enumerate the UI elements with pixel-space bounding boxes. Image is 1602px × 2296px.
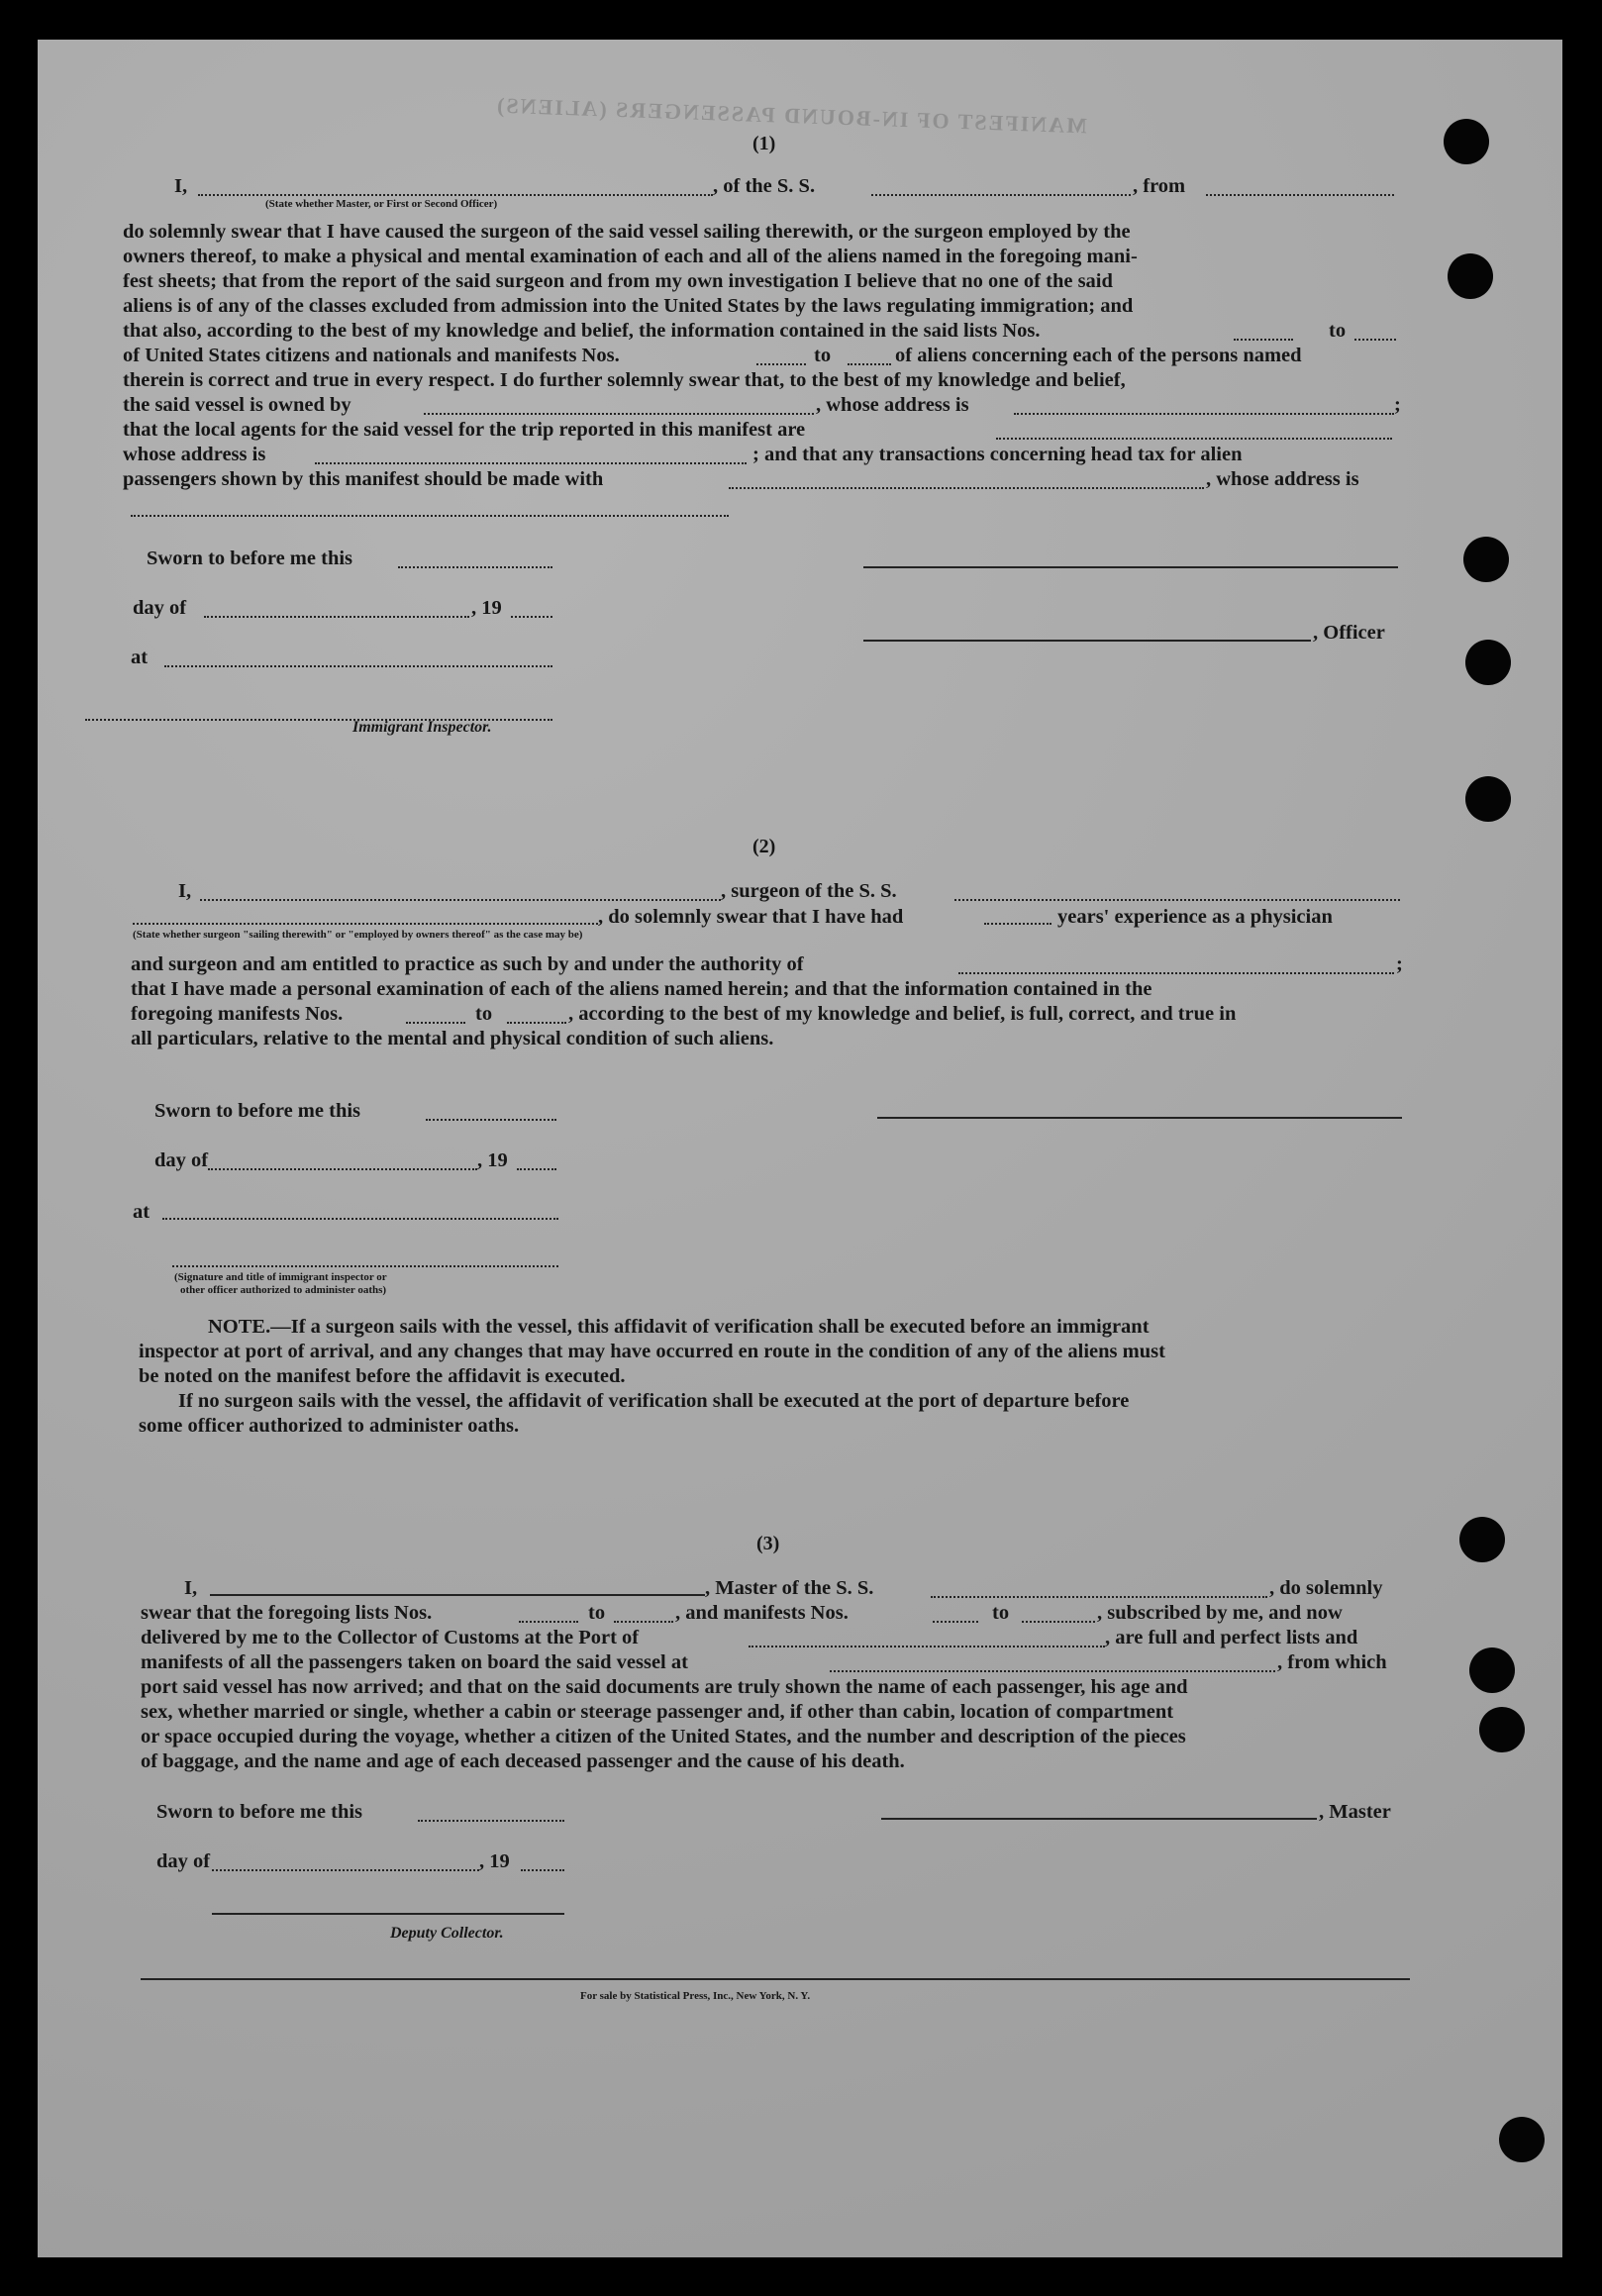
s1-lists-to-field[interactable] bbox=[1354, 339, 1396, 341]
binder-hole bbox=[1479, 1707, 1525, 1752]
s1-day-field[interactable] bbox=[204, 616, 469, 618]
s1-to-2: to bbox=[814, 345, 832, 366]
s1-aliens-concerning: of aliens concerning each of the persons named bbox=[895, 345, 1302, 366]
binder-hole bbox=[1459, 1517, 1505, 1562]
s1-line-6: of United States citizens and nationals and manifests Nos. bbox=[123, 345, 620, 366]
s1-at-field[interactable] bbox=[164, 665, 552, 667]
s3-port-field[interactable] bbox=[749, 1646, 1105, 1647]
s3-line-7: or space occupied during the voyage, whether a citizen of the United States, and the number and description of the pieces bbox=[141, 1726, 1186, 1747]
s2-inspector-line[interactable] bbox=[172, 1265, 558, 1267]
s2-surgeon-note: (State whether surgeon "sailing therewith" or "employed by owners thereof" as the case may be) bbox=[133, 929, 583, 941]
s2-semicolon: ; bbox=[1396, 953, 1403, 975]
s1-line-3: fest sheets; that from the report of the said surgeon and from my own investigation I believe that no one of the said bbox=[123, 270, 1113, 292]
s1-agent-address-field[interactable] bbox=[315, 462, 747, 464]
s2-at: at bbox=[133, 1201, 150, 1223]
s3-swear: swear that the foregoing lists Nos. bbox=[141, 1602, 433, 1624]
s2-surgeon-of: , surgeon of the S. S. bbox=[721, 880, 897, 902]
s2-sig-note-1: (Signature and title of immigrant inspector or bbox=[174, 1271, 387, 1283]
binder-hole bbox=[1465, 776, 1511, 822]
s1-i-label: I, bbox=[174, 175, 188, 197]
s1-transactions: ; and that any transactions concerning head tax for alien bbox=[752, 444, 1243, 465]
s2-name-field[interactable] bbox=[200, 899, 721, 901]
s2-do-solemnly: , do solemnly swear that I have had bbox=[598, 906, 904, 928]
s3-deputy-line[interactable] bbox=[212, 1913, 564, 1915]
s1-whose-address-2: , whose address is bbox=[1206, 468, 1359, 490]
s2-capacity-field[interactable] bbox=[133, 923, 598, 925]
binder-hole bbox=[1499, 2117, 1545, 2162]
s1-line-4: aliens is of any of the classes excluded from admission into the United States by the laws regulating immigration; and bbox=[123, 295, 1134, 317]
s3-line-8: of baggage, and the name and age of each deceased passenger and the cause of his death. bbox=[141, 1750, 905, 1772]
s1-line-2: owners thereof, to make a physical and mental examination of each and all of the aliens named in the foregoing mani- bbox=[123, 246, 1138, 267]
s1-at: at bbox=[131, 647, 149, 668]
s3-delivered: delivered by me to the Collector of Customs at the Port of bbox=[141, 1627, 640, 1648]
s1-sworn: Sworn to before me this bbox=[147, 548, 353, 569]
s3-line-6: sex, whether married or single, whether a cabin or steerage passenger and, if other than cabin, location of compartment bbox=[141, 1701, 1174, 1723]
s3-full-perfect: , are full and perfect lists and bbox=[1105, 1627, 1358, 1648]
s3-and-manifests: , and manifests Nos. bbox=[675, 1602, 849, 1624]
binder-hole bbox=[1448, 253, 1493, 299]
s3-master: , Master bbox=[1319, 1801, 1391, 1823]
s1-day-of: day of bbox=[133, 597, 187, 619]
s1-line-8: the said vessel is owned by bbox=[123, 394, 351, 416]
s2-note-1c: be noted on the manifest before the affidavit is executed. bbox=[139, 1365, 626, 1387]
s2-personal-line: that I have made a personal examination of each of the aliens named herein; and that the information contained in the bbox=[131, 978, 1152, 1000]
s3-master-line[interactable] bbox=[881, 1818, 1317, 1820]
s3-day-field[interactable] bbox=[212, 1869, 479, 1871]
s1-line-5: that also, according to the best of my knowledge and belief, the information contained in the said lists Nos. bbox=[123, 320, 1041, 342]
s3-sworn: Sworn to before me this bbox=[156, 1801, 363, 1823]
s1-line-7: therein is correct and true in every respect. I do further solemnly swear that, to the best of my knowledge and belief, bbox=[123, 369, 1126, 391]
s2-note-1b: inspector at port of arrival, and any changes that may have occurred en route in the condition of any of the aliens must bbox=[139, 1341, 1165, 1362]
s2-to: to bbox=[475, 1003, 493, 1025]
faint-header: MANIFEST OF IN-BOUND PASSENGERS (ALIENS) bbox=[494, 92, 1088, 139]
s1-line-1: do solemnly swear that I have caused the surgeon of the said vessel sailing therewith, or the surgeon employed by the bbox=[123, 221, 1131, 243]
s1-from-field[interactable] bbox=[1206, 194, 1394, 196]
binder-hole bbox=[1444, 119, 1489, 164]
s1-officer-line[interactable] bbox=[863, 640, 1311, 642]
s2-authority-line: and surgeon and am entitled to practice as such by and under the authority of bbox=[131, 953, 804, 975]
s1-from: , from bbox=[1133, 175, 1186, 197]
s2-i-label: I, bbox=[178, 880, 192, 902]
s1-immigrant-inspector: Immigrant Inspector. bbox=[352, 719, 492, 736]
binder-hole bbox=[1465, 640, 1511, 685]
s2-sworn: Sworn to before me this bbox=[154, 1100, 361, 1122]
s2-manifests-to-field[interactable] bbox=[507, 1022, 566, 1024]
footer-printer: For sale by Statistical Press, Inc., New York, N. Y. bbox=[580, 1990, 811, 2002]
s3-line-5: port said vessel has now arrived; and that on the said documents are truly shown the name of each passenger, his age and bbox=[141, 1676, 1188, 1698]
s3-master-of: , Master of the S. S. bbox=[705, 1577, 874, 1599]
section-2-number: (2) bbox=[752, 836, 776, 857]
s2-authority-field[interactable] bbox=[958, 972, 1394, 974]
s2-sig-note-2: other officer authorized to administer oaths) bbox=[180, 1284, 387, 1296]
s3-do-solemnly: , do solemnly bbox=[1269, 1577, 1383, 1599]
s1-whose-address: , whose address is bbox=[816, 394, 969, 416]
s2-years: years' experience as a physician bbox=[1057, 906, 1333, 928]
s3-day-of: day of bbox=[156, 1850, 211, 1872]
s2-note-2a: If no surgeon sails with the vessel, the affidavit of verification shall be executed at the port of departure before bbox=[178, 1390, 1130, 1412]
s3-lists-from-field[interactable] bbox=[519, 1621, 578, 1623]
binder-hole bbox=[1463, 537, 1509, 582]
s1-signature-line[interactable] bbox=[863, 566, 1398, 568]
s3-nineteen: , 19 bbox=[479, 1850, 510, 1872]
s3-from-which: , from which bbox=[1277, 1651, 1387, 1673]
s2-note-2b: some officer authorized to administer oaths. bbox=[139, 1415, 520, 1437]
s2-ship-field[interactable] bbox=[954, 899, 1400, 901]
s3-subscribed: , subscribed by me, and now bbox=[1097, 1602, 1343, 1624]
s1-master-note: (State whether Master, or First or Second Officer) bbox=[265, 198, 498, 210]
s1-owner-field[interactable] bbox=[424, 413, 814, 415]
s3-deputy-collector: Deputy Collector. bbox=[390, 1925, 504, 1942]
s1-headtax-field[interactable] bbox=[729, 487, 1204, 489]
section-3-number: (3) bbox=[756, 1533, 780, 1554]
s2-particulars: all particulars, relative to the mental and physical condition of such aliens. bbox=[131, 1028, 774, 1049]
s3-sworn-field[interactable] bbox=[418, 1820, 564, 1822]
s1-name-field[interactable] bbox=[198, 194, 713, 196]
s1-manifests-to-field[interactable] bbox=[848, 363, 891, 365]
s1-line-9: that the local agents for the said vessel for the trip reported in this manifest are bbox=[123, 419, 806, 441]
s1-to-1: to bbox=[1329, 320, 1347, 342]
s2-foregoing: foregoing manifests Nos. bbox=[131, 1003, 344, 1025]
binder-hole bbox=[1469, 1647, 1515, 1693]
s2-sworn-field[interactable] bbox=[426, 1119, 556, 1121]
s1-line-10: whose address is bbox=[123, 444, 266, 465]
s2-day-field[interactable] bbox=[208, 1168, 477, 1170]
s2-year-field[interactable] bbox=[517, 1168, 556, 1170]
s2-signature-line[interactable] bbox=[877, 1117, 1402, 1119]
s2-manifests-from-field[interactable] bbox=[406, 1022, 465, 1024]
s3-name-field[interactable] bbox=[210, 1594, 705, 1596]
section-1-number: (1) bbox=[752, 133, 776, 154]
s1-sworn-field[interactable] bbox=[398, 566, 552, 568]
s2-according: , according to the best of my knowledge and belief, is full, correct, and true in bbox=[568, 1003, 1237, 1025]
s3-boarding-port-field[interactable] bbox=[830, 1670, 1275, 1672]
s1-semicolon: ; bbox=[1394, 394, 1401, 416]
s3-manifests-all: manifests of all the passengers taken on board the said vessel at bbox=[141, 1651, 688, 1673]
s1-nineteen: , 19 bbox=[471, 597, 502, 619]
s3-i-label: I, bbox=[184, 1577, 198, 1599]
s3-manifests-to-field[interactable] bbox=[1022, 1621, 1095, 1623]
s2-years-field[interactable] bbox=[984, 923, 1051, 925]
s3-ship-field[interactable] bbox=[931, 1596, 1267, 1598]
s3-to-2: to bbox=[992, 1602, 1010, 1624]
s2-at-field[interactable] bbox=[162, 1218, 558, 1220]
s2-nineteen: , 19 bbox=[477, 1149, 508, 1171]
s3-to-1: to bbox=[588, 1602, 606, 1624]
s1-lists-from-field[interactable] bbox=[1234, 339, 1293, 341]
s2-day-of: day of bbox=[154, 1149, 209, 1171]
s1-agents-field[interactable] bbox=[996, 438, 1392, 440]
s1-headtax-address-field[interactable] bbox=[131, 515, 729, 517]
s3-year-field[interactable] bbox=[521, 1869, 564, 1871]
s1-owner-address-field[interactable] bbox=[1014, 413, 1394, 415]
s1-officer: , Officer bbox=[1313, 622, 1385, 644]
s1-line-11: passengers shown by this manifest should be made with bbox=[123, 468, 604, 490]
s1-ship-field[interactable] bbox=[871, 194, 1131, 196]
s2-note-1a: NOTE.—If a surgeon sails with the vessel, this affidavit of verification shall be executed before an immigrant bbox=[208, 1316, 1150, 1338]
s1-year-field[interactable] bbox=[511, 616, 552, 618]
s3-manifests-from-field[interactable] bbox=[933, 1621, 978, 1623]
s3-lists-to-field[interactable] bbox=[614, 1621, 673, 1623]
footer-rule bbox=[141, 1978, 1410, 1980]
s1-of-ss: , of the S. S. bbox=[713, 175, 816, 197]
s1-manifests-from-field[interactable] bbox=[756, 363, 806, 365]
